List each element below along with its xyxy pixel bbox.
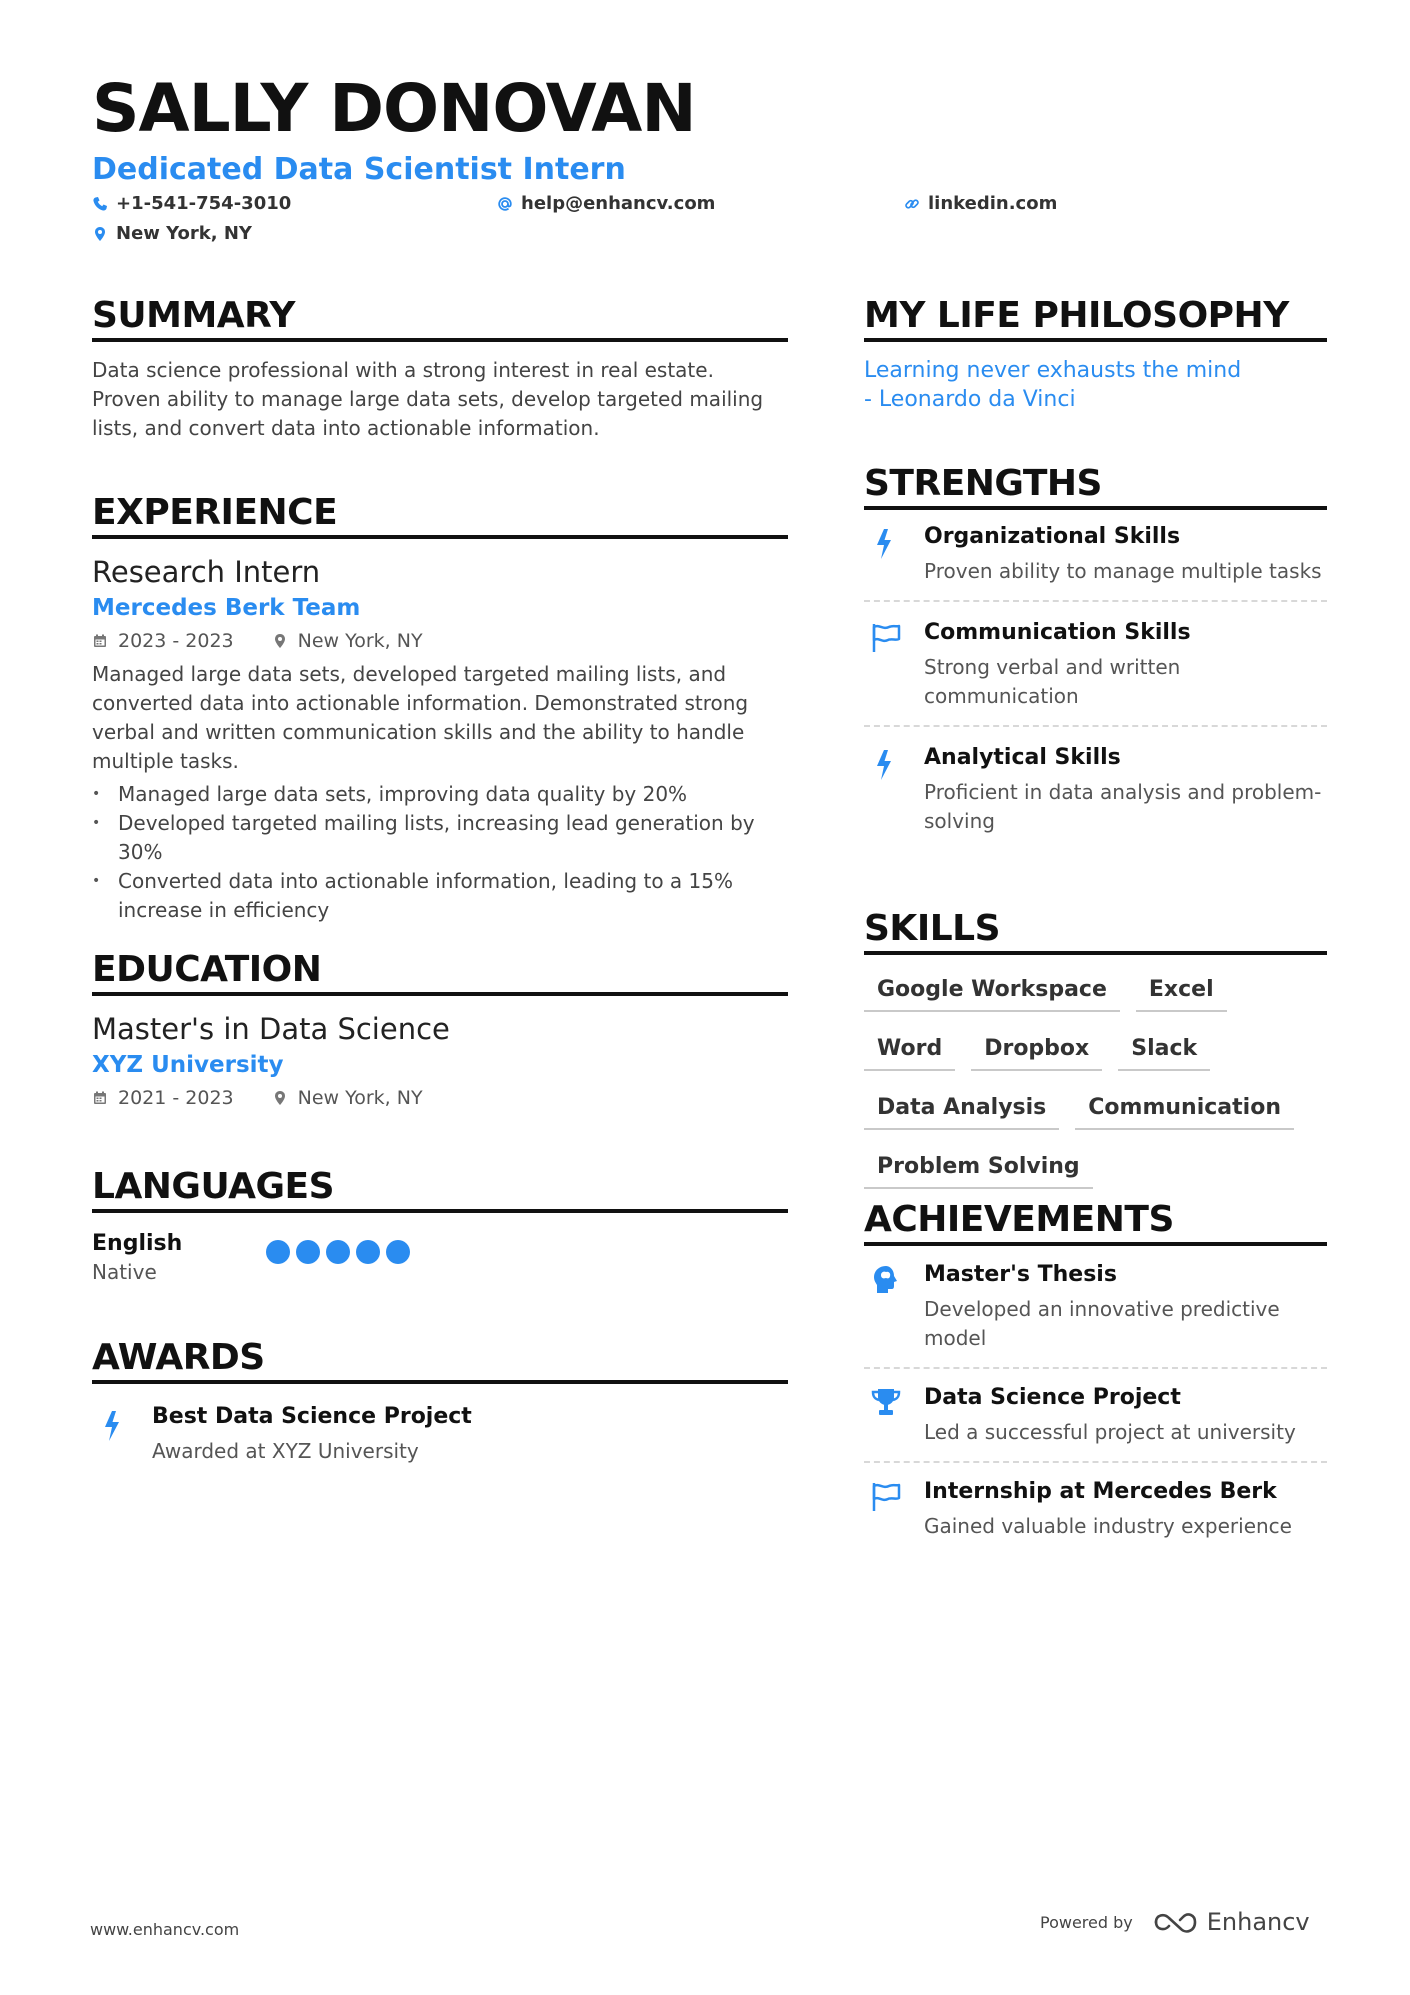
contact-website[interactable] xyxy=(904,193,1057,214)
website-text: linkedin.com xyxy=(928,193,1058,214)
calendar-icon xyxy=(92,1090,108,1106)
summary-heading: SUMMARY xyxy=(92,295,788,342)
rating-dot xyxy=(386,1240,410,1264)
location-pin-icon xyxy=(92,226,108,242)
strength-item xyxy=(864,510,1327,602)
languages-section xyxy=(92,1166,788,1284)
enhancv-logo-icon xyxy=(1153,1909,1199,1935)
summary-section xyxy=(92,295,788,443)
job-bullet: • Converted data into actionable information, leading to a 15% increase in efficiency xyxy=(92,867,788,925)
skills-heading: SKILLS xyxy=(864,908,1327,955)
skill-tag: Data Analysis xyxy=(864,1089,1059,1130)
phone-text: +1-541-754-3010 xyxy=(116,193,292,214)
rating-dot xyxy=(266,1240,290,1264)
job-title: Research Intern xyxy=(92,555,321,590)
languages-heading: LANGUAGES xyxy=(92,1166,788,1213)
education-heading: EDUCATION xyxy=(92,949,788,996)
experience-entry xyxy=(92,555,788,925)
location-text: New York, NY xyxy=(116,223,252,244)
skill-tag: Dropbox xyxy=(971,1030,1102,1071)
job-meta xyxy=(92,630,788,652)
experience-heading: EXPERIENCE xyxy=(92,492,788,539)
degree: Master's in Data Science xyxy=(92,1012,450,1047)
rating-dot xyxy=(326,1240,350,1264)
strength-title: Analytical Skills xyxy=(924,745,1121,771)
job-bullet: • Developed targeted mailing lists, increasing lead generation by 30% xyxy=(92,809,788,867)
flag-icon xyxy=(869,1480,903,1514)
bolt-icon xyxy=(869,527,903,561)
award-description: Awarded at XYZ University xyxy=(152,1439,419,1464)
flag-icon xyxy=(869,621,903,655)
awards-heading: AWARDS xyxy=(92,1337,788,1384)
powered-by-label: Powered by xyxy=(1040,1912,1133,1932)
education-location: New York, NY xyxy=(297,1087,423,1110)
awards-section xyxy=(92,1337,788,1466)
education-dates: 2021 - 2023 xyxy=(118,1087,234,1110)
candidate-title: Dedicated Data Scientist Intern xyxy=(92,152,626,187)
education-entry xyxy=(92,1012,788,1109)
job-dates: 2023 - 2023 xyxy=(118,630,234,653)
strengths-section xyxy=(864,463,1327,836)
achievement-title: Data Science Project xyxy=(924,1385,1181,1411)
job-bullets xyxy=(92,780,788,925)
achievement-description: Gained valuable industry experience xyxy=(924,1514,1292,1539)
skill-tag: Excel xyxy=(1136,971,1227,1012)
strength-item xyxy=(864,727,1327,836)
language-entry xyxy=(92,1231,788,1284)
calendar-icon xyxy=(92,633,108,649)
language-level: Native xyxy=(92,1260,157,1285)
job-description: Managed large data sets, developed targeted mailing lists, and converted data into actionable information. Demonstrated strong verbal and written communication skills and the ability to handle multiple tasks. xyxy=(92,662,749,774)
skills-section xyxy=(864,908,1327,1189)
strength-description: Strong verbal and written communication xyxy=(924,655,1181,709)
education-section xyxy=(92,949,788,1109)
achievement-item xyxy=(864,1369,1327,1463)
achievements-section xyxy=(864,1199,1327,1541)
strengths-heading: STRENGTHS xyxy=(864,463,1327,510)
achievement-description: Developed an innovative predictive model xyxy=(924,1297,1280,1351)
achievements-heading: ACHIEVEMENTS xyxy=(864,1199,1327,1246)
skill-tag: Word xyxy=(864,1030,955,1071)
location-pin-icon xyxy=(272,633,288,649)
bolt-icon xyxy=(869,748,903,782)
summary-text: Data science professional with a strong interest in real estate. Proven ability to manage large data sets, develop targeted mailing lists, and convert data into actionable information. xyxy=(92,358,764,441)
award-item xyxy=(92,1404,788,1466)
brand-name: Enhancv xyxy=(1206,1908,1310,1936)
candidate-name: SALLY DONOVAN xyxy=(92,70,696,147)
at-icon xyxy=(497,196,513,212)
job-location: New York, NY xyxy=(297,630,423,653)
skill-tag: Communication xyxy=(1075,1089,1294,1130)
contact-email[interactable] xyxy=(497,193,715,214)
language-name: English xyxy=(92,1231,183,1257)
enhancv-logo[interactable] xyxy=(1153,1908,1310,1936)
language-rating xyxy=(266,1240,410,1264)
skill-tag: Google Workspace xyxy=(864,971,1120,1012)
philosophy-quote: Learning never exhausts the mind - Leonardo da Vinci xyxy=(864,358,1242,413)
footer-website[interactable]: www.enhancv.com xyxy=(90,1920,240,1939)
contact-phone[interactable] xyxy=(92,193,291,214)
head-icon xyxy=(869,1263,903,1297)
company-name: Mercedes Berk Team xyxy=(92,595,361,622)
education-meta xyxy=(92,1087,788,1109)
location-pin-icon xyxy=(272,1090,288,1106)
achievement-title: Master's Thesis xyxy=(924,1262,1117,1288)
job-bullet: • Managed large data sets, improving data quality by 20% xyxy=(92,780,788,809)
strength-item xyxy=(864,602,1327,727)
strength-title: Communication Skills xyxy=(924,620,1191,646)
skills-list xyxy=(864,971,1327,1189)
rating-dot xyxy=(296,1240,320,1264)
trophy-icon xyxy=(869,1386,903,1420)
footer-branding xyxy=(1040,1908,1310,1936)
philosophy-section xyxy=(864,295,1327,414)
skill-tag: Problem Solving xyxy=(864,1148,1093,1189)
experience-section xyxy=(92,492,788,925)
strength-description: Proven ability to manage multiple tasks xyxy=(924,559,1322,584)
philosophy-heading: MY LIFE PHILOSOPHY xyxy=(864,295,1327,342)
skill-tag: Slack xyxy=(1118,1030,1210,1071)
achievement-item xyxy=(864,1246,1327,1369)
rating-dot xyxy=(356,1240,380,1264)
award-title: Best Data Science Project xyxy=(152,1404,472,1430)
phone-icon xyxy=(92,196,108,212)
bolt-icon xyxy=(97,1409,131,1443)
strength-title: Organizational Skills xyxy=(924,524,1181,550)
email-text: help@enhancv.com xyxy=(521,193,716,214)
link-icon xyxy=(904,196,920,212)
achievement-title: Internship at Mercedes Berk xyxy=(924,1479,1277,1505)
strength-description: Proficient in data analysis and problem-solving xyxy=(924,780,1322,834)
contact-location xyxy=(92,223,252,244)
school-name: XYZ University xyxy=(92,1052,284,1079)
achievement-item xyxy=(864,1463,1327,1541)
achievement-description: Led a successful project at university xyxy=(924,1420,1296,1445)
